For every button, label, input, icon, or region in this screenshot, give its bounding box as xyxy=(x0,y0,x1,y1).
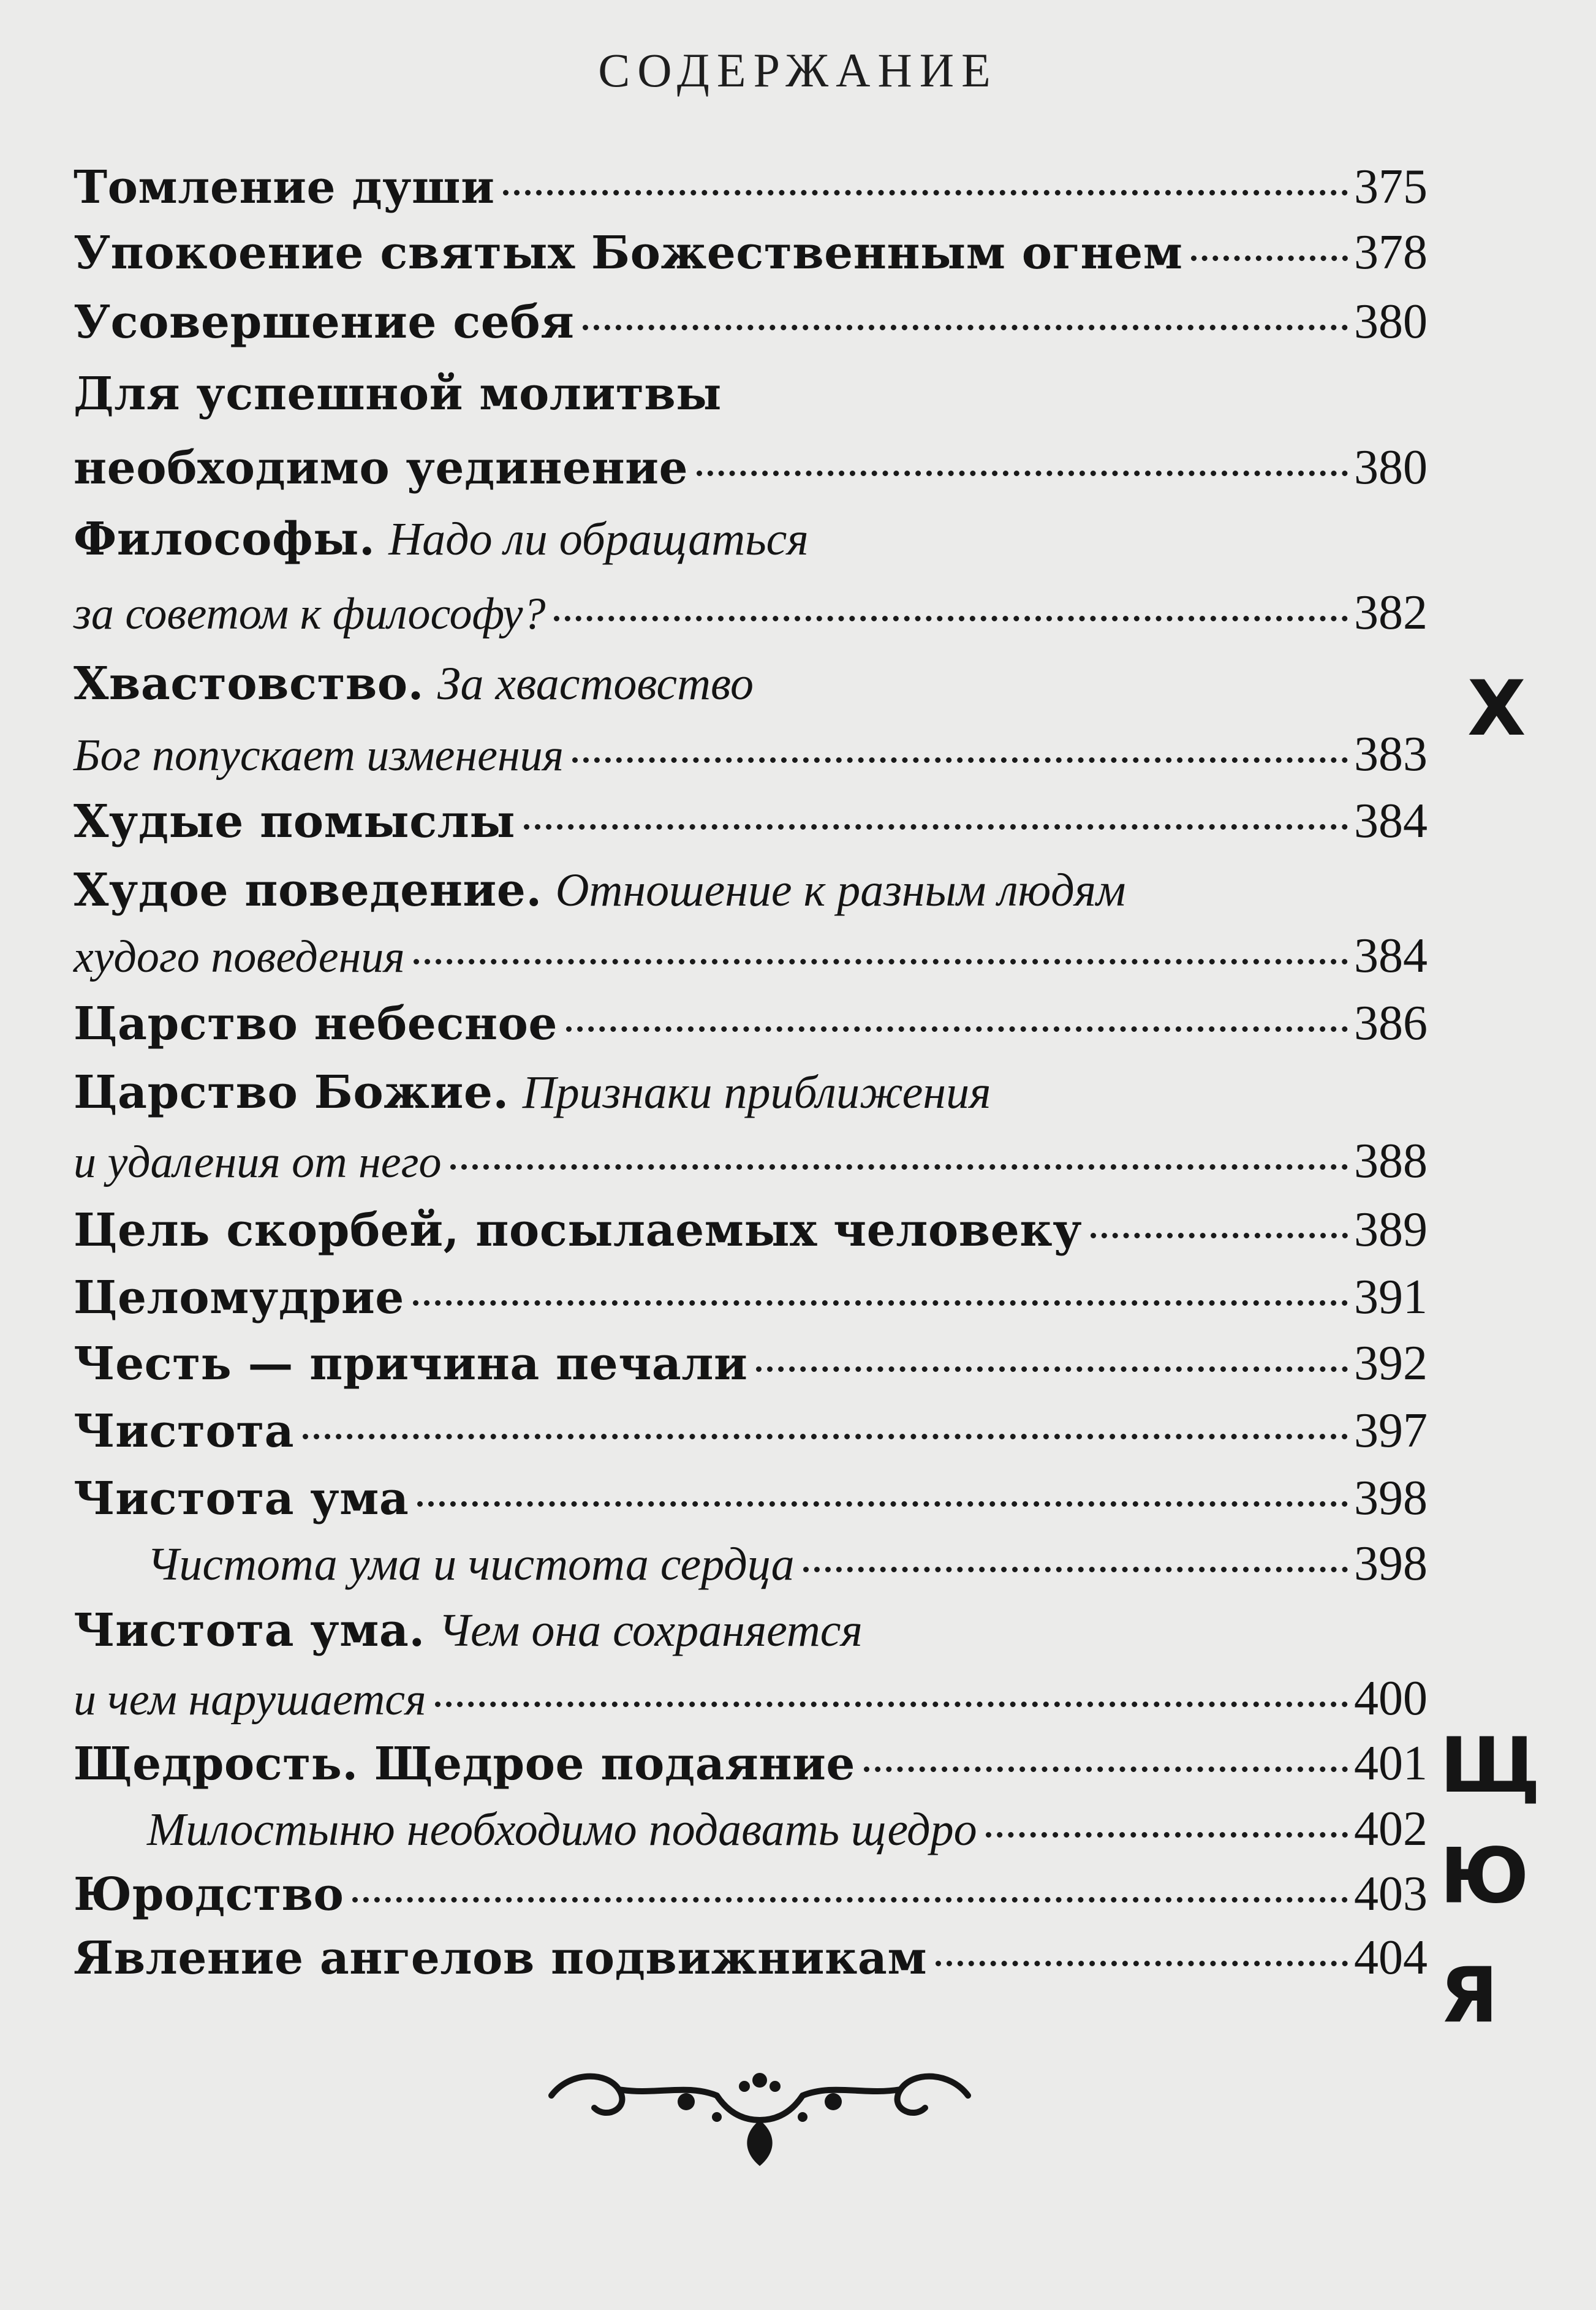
page-number: 400 xyxy=(1354,1672,1428,1725)
dot-leader xyxy=(566,1026,1348,1032)
page-number: 402 xyxy=(1354,1802,1428,1856)
toc-entry-line2[interactable] xyxy=(74,440,1428,501)
dot-leader xyxy=(803,1567,1348,1572)
entry-subtitle-continued: Бог попускает изменения xyxy=(74,730,564,781)
entry-title: Явление ангелов подвижникам xyxy=(74,1932,928,1985)
dot-leader xyxy=(864,1767,1348,1772)
toc-entry[interactable] xyxy=(74,1403,1428,1464)
dot-leader xyxy=(1091,1233,1348,1238)
dot-leader xyxy=(936,1961,1348,1966)
entry-title: Чистота ума. xyxy=(74,1604,425,1657)
entry-title: Царство Божие. xyxy=(74,1066,509,1119)
entry-title-continued: необходимо уединение xyxy=(74,442,689,494)
toc-entry[interactable] xyxy=(74,1930,1428,1991)
entry-title: Честь — причина печали xyxy=(74,1338,748,1390)
entry-subtitle: Надо ли обращаться xyxy=(388,513,809,565)
toc-entry[interactable] xyxy=(74,793,1428,855)
page-number: 380 xyxy=(1354,441,1428,494)
page-title: СОДЕРЖАНИЕ xyxy=(598,44,998,97)
toc-entry[interactable] xyxy=(74,1270,1428,1331)
page-number: 380 xyxy=(1354,295,1428,349)
section-letter-yu: Ю xyxy=(1440,1832,1529,1920)
page-number: 375 xyxy=(1354,160,1428,214)
entry-title: Худое поведение. xyxy=(74,864,542,917)
toc-entry-line2[interactable] xyxy=(74,1671,1428,1732)
entry-subtitle: Чистота ума и чистота сердца xyxy=(147,1539,795,1590)
dot-leader xyxy=(572,757,1348,763)
page-number: 382 xyxy=(1354,586,1428,640)
dot-leader xyxy=(435,1702,1348,1707)
toc-entry-line2[interactable] xyxy=(74,928,1428,990)
entry-title: Чистота ума xyxy=(74,1472,409,1525)
page-number: 391 xyxy=(1354,1270,1428,1324)
entry-title: Царство небесное xyxy=(74,998,558,1050)
page-number: 397 xyxy=(1354,1404,1428,1458)
dot-leader xyxy=(414,959,1348,964)
toc-entry-line1[interactable] xyxy=(74,1066,1428,1127)
toc-entry[interactable] xyxy=(74,996,1428,1057)
entry-title: Чистота xyxy=(74,1405,295,1458)
page-number: 388 xyxy=(1354,1134,1428,1188)
toc-entry-line1[interactable] xyxy=(74,864,1428,925)
dot-leader xyxy=(986,1832,1348,1838)
page-number: 389 xyxy=(1354,1203,1428,1257)
page-number: 398 xyxy=(1354,1537,1428,1591)
dot-leader xyxy=(554,616,1348,621)
page-number: 386 xyxy=(1354,996,1428,1050)
dot-leader xyxy=(503,190,1348,195)
toc-entry-line1[interactable] xyxy=(74,513,1428,574)
dot-leader xyxy=(417,1501,1348,1507)
dot-leader xyxy=(352,1897,1348,1903)
toc-entry-line2[interactable] xyxy=(74,1134,1428,1195)
dot-leader xyxy=(303,1434,1348,1439)
entry-title: Цель скорбей, посылаемых человеку xyxy=(74,1204,1083,1257)
entry-title: Философы. xyxy=(74,513,376,566)
entry-title: Томление души xyxy=(74,161,495,214)
page-number: 398 xyxy=(1354,1471,1428,1525)
entry-title: Целомудрие xyxy=(74,1271,404,1324)
page-number: 404 xyxy=(1354,1931,1428,1985)
page-number: 384 xyxy=(1354,794,1428,848)
toc-entry[interactable] xyxy=(74,1471,1428,1532)
section-letter-shcha: Щ xyxy=(1440,1722,1541,1810)
section-letter-ya: Я xyxy=(1440,1952,1499,2040)
toc-entry-line1[interactable] xyxy=(74,1604,1428,1665)
dot-leader xyxy=(524,824,1348,830)
entry-subtitle-continued: за советом к философу? xyxy=(74,589,546,639)
entry-title: Щедрость. Щедрое подаяние xyxy=(74,1738,855,1790)
page-number: 383 xyxy=(1354,727,1428,781)
toc-entry-line1[interactable] xyxy=(74,657,1428,719)
dot-leader xyxy=(583,325,1348,330)
dot-leader xyxy=(756,1366,1348,1372)
toc-subentry[interactable] xyxy=(74,1801,1428,1863)
entry-title: Худые помыслы xyxy=(74,795,516,848)
toc-entry[interactable] xyxy=(74,1336,1428,1397)
toc-entry[interactable] xyxy=(74,225,1428,286)
page-number: 378 xyxy=(1354,225,1428,279)
entry-title: Юродство xyxy=(74,1868,344,1921)
dot-leader xyxy=(1191,256,1348,261)
toc-entry[interactable] xyxy=(74,1866,1428,1928)
page-number: 403 xyxy=(1354,1867,1428,1921)
toc-entry-line2[interactable] xyxy=(74,585,1428,646)
page-number: 392 xyxy=(1354,1336,1428,1390)
toc-entry[interactable] xyxy=(74,159,1428,221)
dot-leader xyxy=(413,1300,1348,1306)
dot-leader xyxy=(450,1164,1348,1170)
dot-leader xyxy=(697,471,1348,476)
toc-entry-line1[interactable] xyxy=(74,368,1428,429)
entry-subtitle-continued: и чем нарушается xyxy=(74,1675,426,1725)
entry-title: Усовершение себя xyxy=(74,296,575,349)
toc-entry-line2[interactable] xyxy=(74,727,1428,788)
toc-entry[interactable] xyxy=(74,1202,1428,1263)
page-number: 401 xyxy=(1354,1736,1428,1790)
toc-entry[interactable] xyxy=(74,1736,1428,1797)
floral-ornament-icon xyxy=(533,2059,986,2169)
entry-subtitle: Признаки приближения xyxy=(522,1067,991,1118)
entry-title: Упокоение святых Божественным огнем xyxy=(74,227,1183,279)
entry-subtitle: За хвастовство xyxy=(437,658,754,710)
entry-subtitle: Чем она сохраняется xyxy=(438,1605,863,1656)
entry-subtitle: Милостыню необходимо подавать щедро xyxy=(147,1804,977,1855)
entry-subtitle: Отношение к разным людям xyxy=(555,865,1126,916)
entry-subtitle-continued: и удаления от него xyxy=(74,1137,442,1187)
toc-entry[interactable] xyxy=(74,294,1428,355)
toc-subentry[interactable] xyxy=(74,1536,1428,1597)
entry-title: Для успешной молитвы xyxy=(74,368,722,420)
entry-title: Хвастовство. xyxy=(74,657,424,710)
entry-subtitle-continued: худого поведения xyxy=(74,932,405,982)
page-number: 384 xyxy=(1354,929,1428,983)
section-letter-kha: Х xyxy=(1467,665,1526,753)
